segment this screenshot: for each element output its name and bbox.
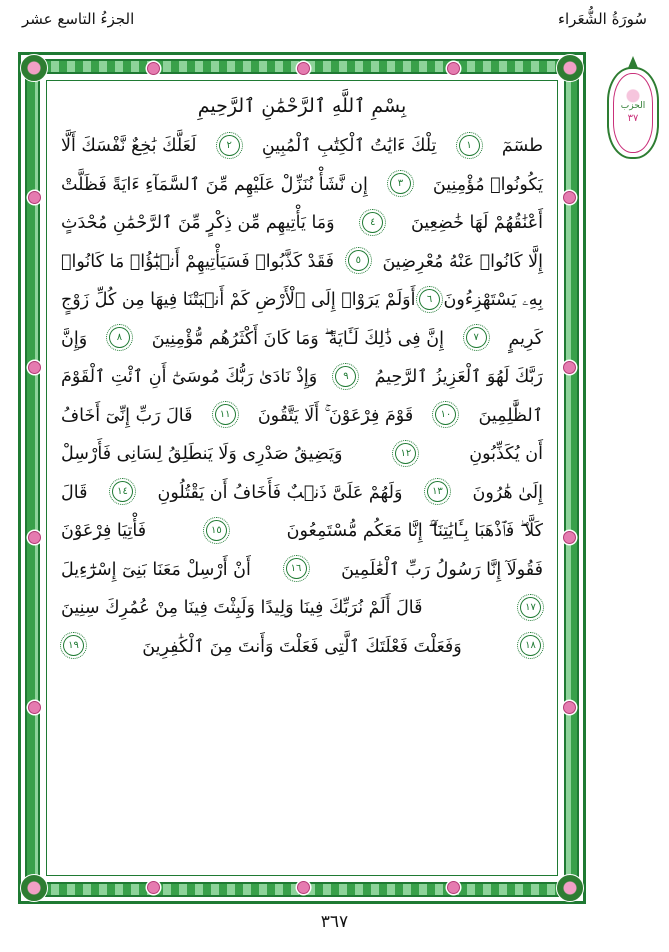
ayah-number-marker: ٨	[109, 327, 130, 348]
hizb-body	[607, 67, 659, 159]
floret-icon	[28, 361, 41, 374]
ayah-number-marker: ١٤	[112, 481, 133, 502]
quran-line	[61, 397, 543, 436]
quran-text-segment: ٱلظَّٰلِمِينَ	[478, 405, 543, 426]
quran-text-segment: وَفَعَلْتَ فَعْلَتَكَ ٱلَّتِى فَعَلْتَ وَأَنتَ مِنَ ٱلْكَٰفِرِينَ	[142, 636, 462, 657]
quran-text-segment: فَقُولَآ إِنَّا رَسُولُ رَبِّ ٱلْعَٰلَمِينَ	[341, 559, 543, 580]
corner-medallion-icon	[20, 54, 48, 82]
floret-icon	[447, 881, 460, 894]
ayah-number-marker: ١٨	[520, 635, 541, 656]
quran-line	[61, 474, 543, 513]
page-content	[46, 80, 558, 876]
quran-line	[61, 551, 543, 590]
quran-line	[61, 358, 543, 397]
ayah-number-marker: ١٦	[286, 558, 307, 579]
juz-label: الجزءُ التاسع عشر	[22, 10, 135, 28]
floret-icon	[147, 62, 160, 75]
quran-text-segment: وَلَهُمْ عَلَىَّ ذَنۢبٌ فَأَخَافُ أَن يَقْتُلُونِ	[157, 482, 403, 503]
quran-text-segment: رَبَّكَ لَهُوَ ٱلْعَزِيزُ ٱلرَّحِيمُ	[374, 367, 543, 388]
quran-text-segment: إِن نَّشَأْ نُنَزِّلْ عَلَيْهِم مِّنَ ٱلسَّمَآءِ ءَايَةً فَظَلَّتْ	[61, 174, 368, 195]
frame-inner-border	[38, 72, 566, 884]
quran-text-segment: أَوَلَمْ يَرَوْا۟ إِلَى ٱلْأَرْضِ كَمْ أَنۢبَتْنَا فِيهَا مِن كُلِّ زَوْجٍ	[61, 290, 416, 311]
quran-text-segment: قَالَ أَلَمْ نُرَبِّكَ فِينَا وَلِيدًا وَلَبِثْتَ فِينَا مِنْ عُمُرِكَ سِنِينَ	[61, 598, 423, 619]
quran-text-segment: أَن يُكَذِّبُونِ	[469, 444, 543, 465]
quran-text-segment: وَإِذْ نَادَىٰ رَبُّكَ مُوسَىٰٓ أَنِ ٱئْتِ ٱلْقَوْمَ	[61, 367, 318, 388]
floret-icon	[297, 62, 310, 75]
ayah-number-marker: ١٧	[520, 597, 541, 618]
quran-text-segment: إِلَّا كَانُوا۟ عَنْهُ مُعْرِضِينَ	[382, 251, 543, 272]
ayah-number-marker: ١٩	[63, 635, 84, 656]
quran-text-segment: طسٓمٓ	[501, 136, 543, 157]
hizb-number: ٣٧	[627, 112, 639, 124]
ayah-number-marker: ١١	[215, 404, 236, 425]
quran-text-segment: وَيَضِيقُ صَدْرِى وَلَا يَنطَلِقُ لِسَانِى فَأَرْسِلْ	[61, 444, 343, 465]
quran-text-segment: إِلَىٰ هَٰرُونَ	[472, 482, 543, 503]
ayah-number-marker: ١٢	[395, 443, 416, 464]
quran-text-segment: وَمَا يَأْتِيهِم مِّن ذِكْرٍ مِّنَ ٱلرَّحْمَٰنِ مُحْدَثٍ	[61, 213, 335, 234]
quran-line	[61, 127, 543, 166]
basmala: بِسْمِ ٱللَّهِ ٱلرَّحْمَٰنِ ٱلرَّحِيمِ	[197, 95, 407, 117]
floret-icon	[147, 881, 160, 894]
corner-medallion-icon	[556, 874, 584, 902]
quran-line	[61, 281, 543, 320]
quran-line	[61, 589, 543, 628]
quran-text-segment: فَأْتِيَا فِرْعَوْنَ	[61, 521, 147, 542]
page-header	[0, 6, 669, 32]
quran-line	[61, 435, 543, 474]
corner-medallion-icon	[20, 874, 48, 902]
quran-text-segment: تِلْكَ ءَايَٰتُ ٱلْكِتَٰبِ ٱلْمُبِينِ	[261, 136, 437, 157]
quran-line	[61, 166, 543, 205]
hizb-marker	[605, 56, 661, 166]
page-frame	[18, 52, 586, 904]
ayah-number-marker: ١٠	[435, 404, 456, 425]
quran-text-segment: وَإِنَّ	[61, 328, 88, 349]
floret-icon	[563, 531, 576, 544]
quran-text-segment: قَوْمَ فِرْعَوْنَ ۚ أَلَا يَتَّقُونَ	[257, 405, 414, 426]
floret-icon	[28, 191, 41, 204]
quran-line	[61, 204, 543, 243]
ayah-number-marker: ٤	[362, 212, 383, 233]
ayah-number-marker: ٢	[219, 135, 240, 156]
quran-text-segment: كَلَّا ۖ فَٱذْهَبَا بِـَٔايَٰتِنَآ ۖ إِنَّا مَعَكُم مُّسْتَمِعُونَ	[286, 521, 543, 542]
quran-line	[61, 512, 543, 551]
quran-text-segment: أَعْنَٰقُهُمْ لَهَا خَٰضِعِينَ	[410, 213, 543, 234]
ayah-number-marker: ٥	[348, 250, 369, 271]
quran-text-segment: قَالَ	[61, 482, 88, 503]
floret-icon	[28, 701, 41, 714]
floret-icon	[28, 531, 41, 544]
frame-ornament-band	[25, 59, 579, 897]
floret-icon	[563, 701, 576, 714]
surah-label: سُورَةُ الشُّعَراء	[557, 10, 647, 28]
quran-text-segment: إِنَّ فِى ذَٰلِكَ لَـَٔايَةً ۖ وَمَا كَانَ أَكْثَرُهُم مُّؤْمِنِينَ	[151, 328, 444, 349]
ayah-number-marker: ٩	[335, 366, 356, 387]
quran-text-segment: يَكُونُوا۟ مُؤْمِنِينَ	[432, 174, 543, 195]
ayah-number-marker: ٣	[390, 173, 411, 194]
quran-text-segment: أَنْ أَرْسِلْ مَعَنَا بَنِىٓ إِسْرَٰٓءِيلَ	[61, 559, 251, 580]
quran-line	[61, 320, 543, 359]
ayah-number-marker: ١	[459, 135, 480, 156]
ayah-number-marker: ١٣	[427, 481, 448, 502]
hizb-label: الحزب	[620, 101, 646, 112]
quran-text-segment: بِهِۦ يَسْتَهْزِءُونَ	[443, 290, 543, 311]
floret-icon	[563, 361, 576, 374]
floret-icon	[563, 191, 576, 204]
floret-icon	[297, 881, 310, 894]
ayah-number-marker: ٧	[466, 327, 487, 348]
ayah-number-marker: ١٥	[206, 520, 227, 541]
quran-text-segment: لَعَلَّكَ بَٰخِعٌ نَّفْسَكَ أَلَّا	[61, 136, 197, 157]
ayah-number-marker: ٦	[419, 289, 440, 310]
quran-text-segment: كَرِيمٍ	[508, 328, 543, 349]
floret-icon	[447, 62, 460, 75]
hizb-inner	[613, 73, 653, 153]
quran-line	[61, 243, 543, 282]
corner-medallion-icon	[556, 54, 584, 82]
quran-text-block	[61, 127, 543, 666]
page-number: ٣٦٧	[320, 912, 349, 932]
quran-line	[61, 628, 543, 667]
quran-text-segment: قَالَ رَبِّ إِنِّىٓ أَخَافُ	[61, 405, 193, 426]
quran-text-segment: فَقَدْ كَذَّبُوا۟ فَسَيَأْتِيهِمْ أَنۢبَٰٓؤُا۟ مَا كَانُوا۟	[61, 251, 335, 272]
